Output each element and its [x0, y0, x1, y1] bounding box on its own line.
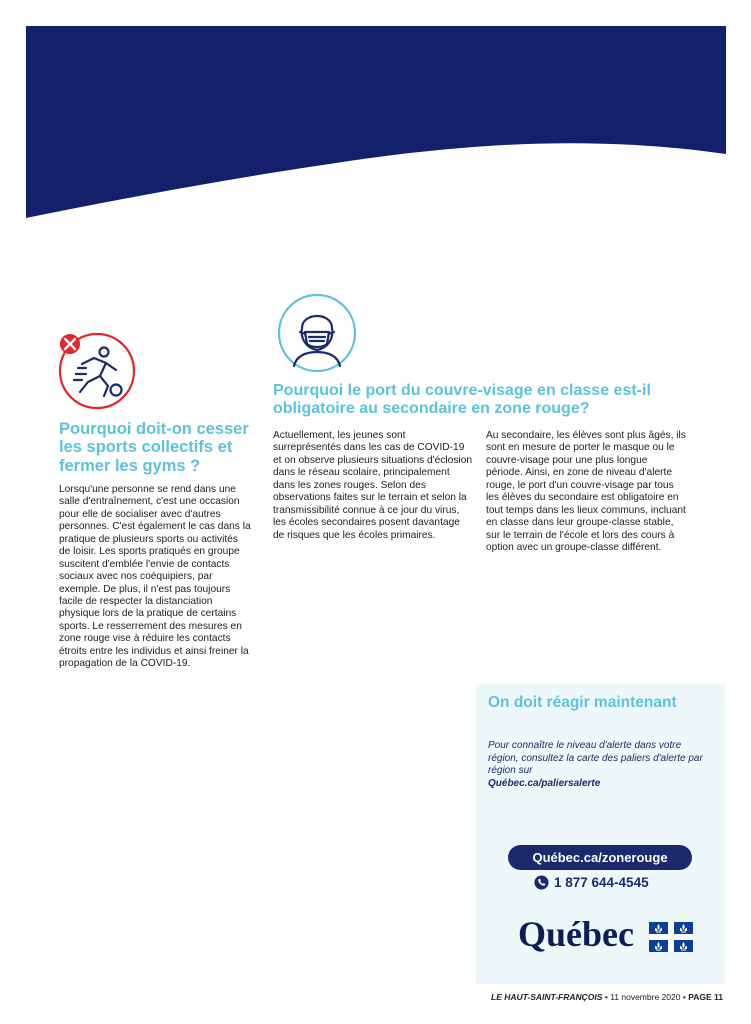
phone-row	[534, 873, 649, 891]
zonerouge-url-pill[interactable]: Québec.ca/zonerouge	[508, 845, 692, 870]
masked-face-icon	[276, 292, 358, 374]
callout-text-block	[488, 740, 703, 790]
phone-number[interactable]: 1 877 644-4545	[554, 874, 649, 890]
header-banner	[26, 26, 726, 218]
running-player-cross-icon	[56, 330, 138, 412]
mask-section-title: Pourquoi le port du couvre-visage en classe est-il obligatoire au secondaire en zone rouge?	[273, 382, 651, 417]
page-footer	[491, 992, 723, 1002]
callout-text: Pour connaître le niveau d'alerte dans votre région, consultez la carte des paliers d'alerte par région sur	[488, 740, 703, 776]
alert-levels-link[interactable]: Québec.ca/paliersalerte	[488, 777, 601, 789]
footer-publication: LE HAUT-SAINT-FRANÇOIS	[491, 992, 603, 1002]
callout-title: On doit réagir maintenant	[488, 694, 677, 711]
footer-separator-2: •	[682, 992, 686, 1002]
fleurdelise-flag-icon	[649, 922, 693, 952]
footer-page-number: PAGE 11	[688, 992, 723, 1002]
phone-icon	[534, 875, 549, 890]
footer-date: 11 novembre 2020	[610, 992, 681, 1002]
sports-section-body: Lorsqu'une personne se rend dans une salle d'entraînement, c'est une occasion pour elle de socialiser avec d'autres personnes. C'est également le cas dans la pratique de plusieurs sports ou activités de loisir. Les sports pratiqués en groupe suscitent d'emblée l'envie de contacts sociaux avec nos coéquipiers, par exemple. De plus, il n'est pas toujours facile de respecter la distanciation physique lors de la pratique de certains sports. Le resserrement des mesures en zone rouge vise à réduire les contacts étroits entre les individus et ainsi freiner la propagation de la COVID-19.	[59, 484, 251, 670]
quebec-logo-wordmark: Québec	[518, 914, 634, 954]
mask-section-column-2: Au secondaire, les élèves sont plus âgés, ils sont en mesure de porter le masque ou le couvre-visage pour une plus longue période. Ainsi, en zone de niveau d'alerte rouge, le port d'un couvre-visage par tous les élèves du secondaire est obligatoire en tout temps dans les lieux communs, incluant en classe dans leur groupe-classe stable, sur le terrain de l'école et lors des cours à option avec un groupe-classe différent.	[486, 430, 686, 553]
sports-section-title: Pourquoi doit-on cesser les sports collectifs et fermer les gyms ?	[59, 420, 249, 475]
mask-section-column-1: Actuellement, les jeunes sont surreprésentés dans les cas de COVID-19 et on observe plusieurs situations d'éclosion dans le réseau scolaire, principalement dans les zones rouges. Selon des observations faites sur le terrain et selon la transmissibilité connue à ce jour du virus, les écoles secondaires posent davantage de risques que les écoles primaires.	[273, 430, 473, 541]
footer-separator-1: •	[604, 992, 608, 1002]
